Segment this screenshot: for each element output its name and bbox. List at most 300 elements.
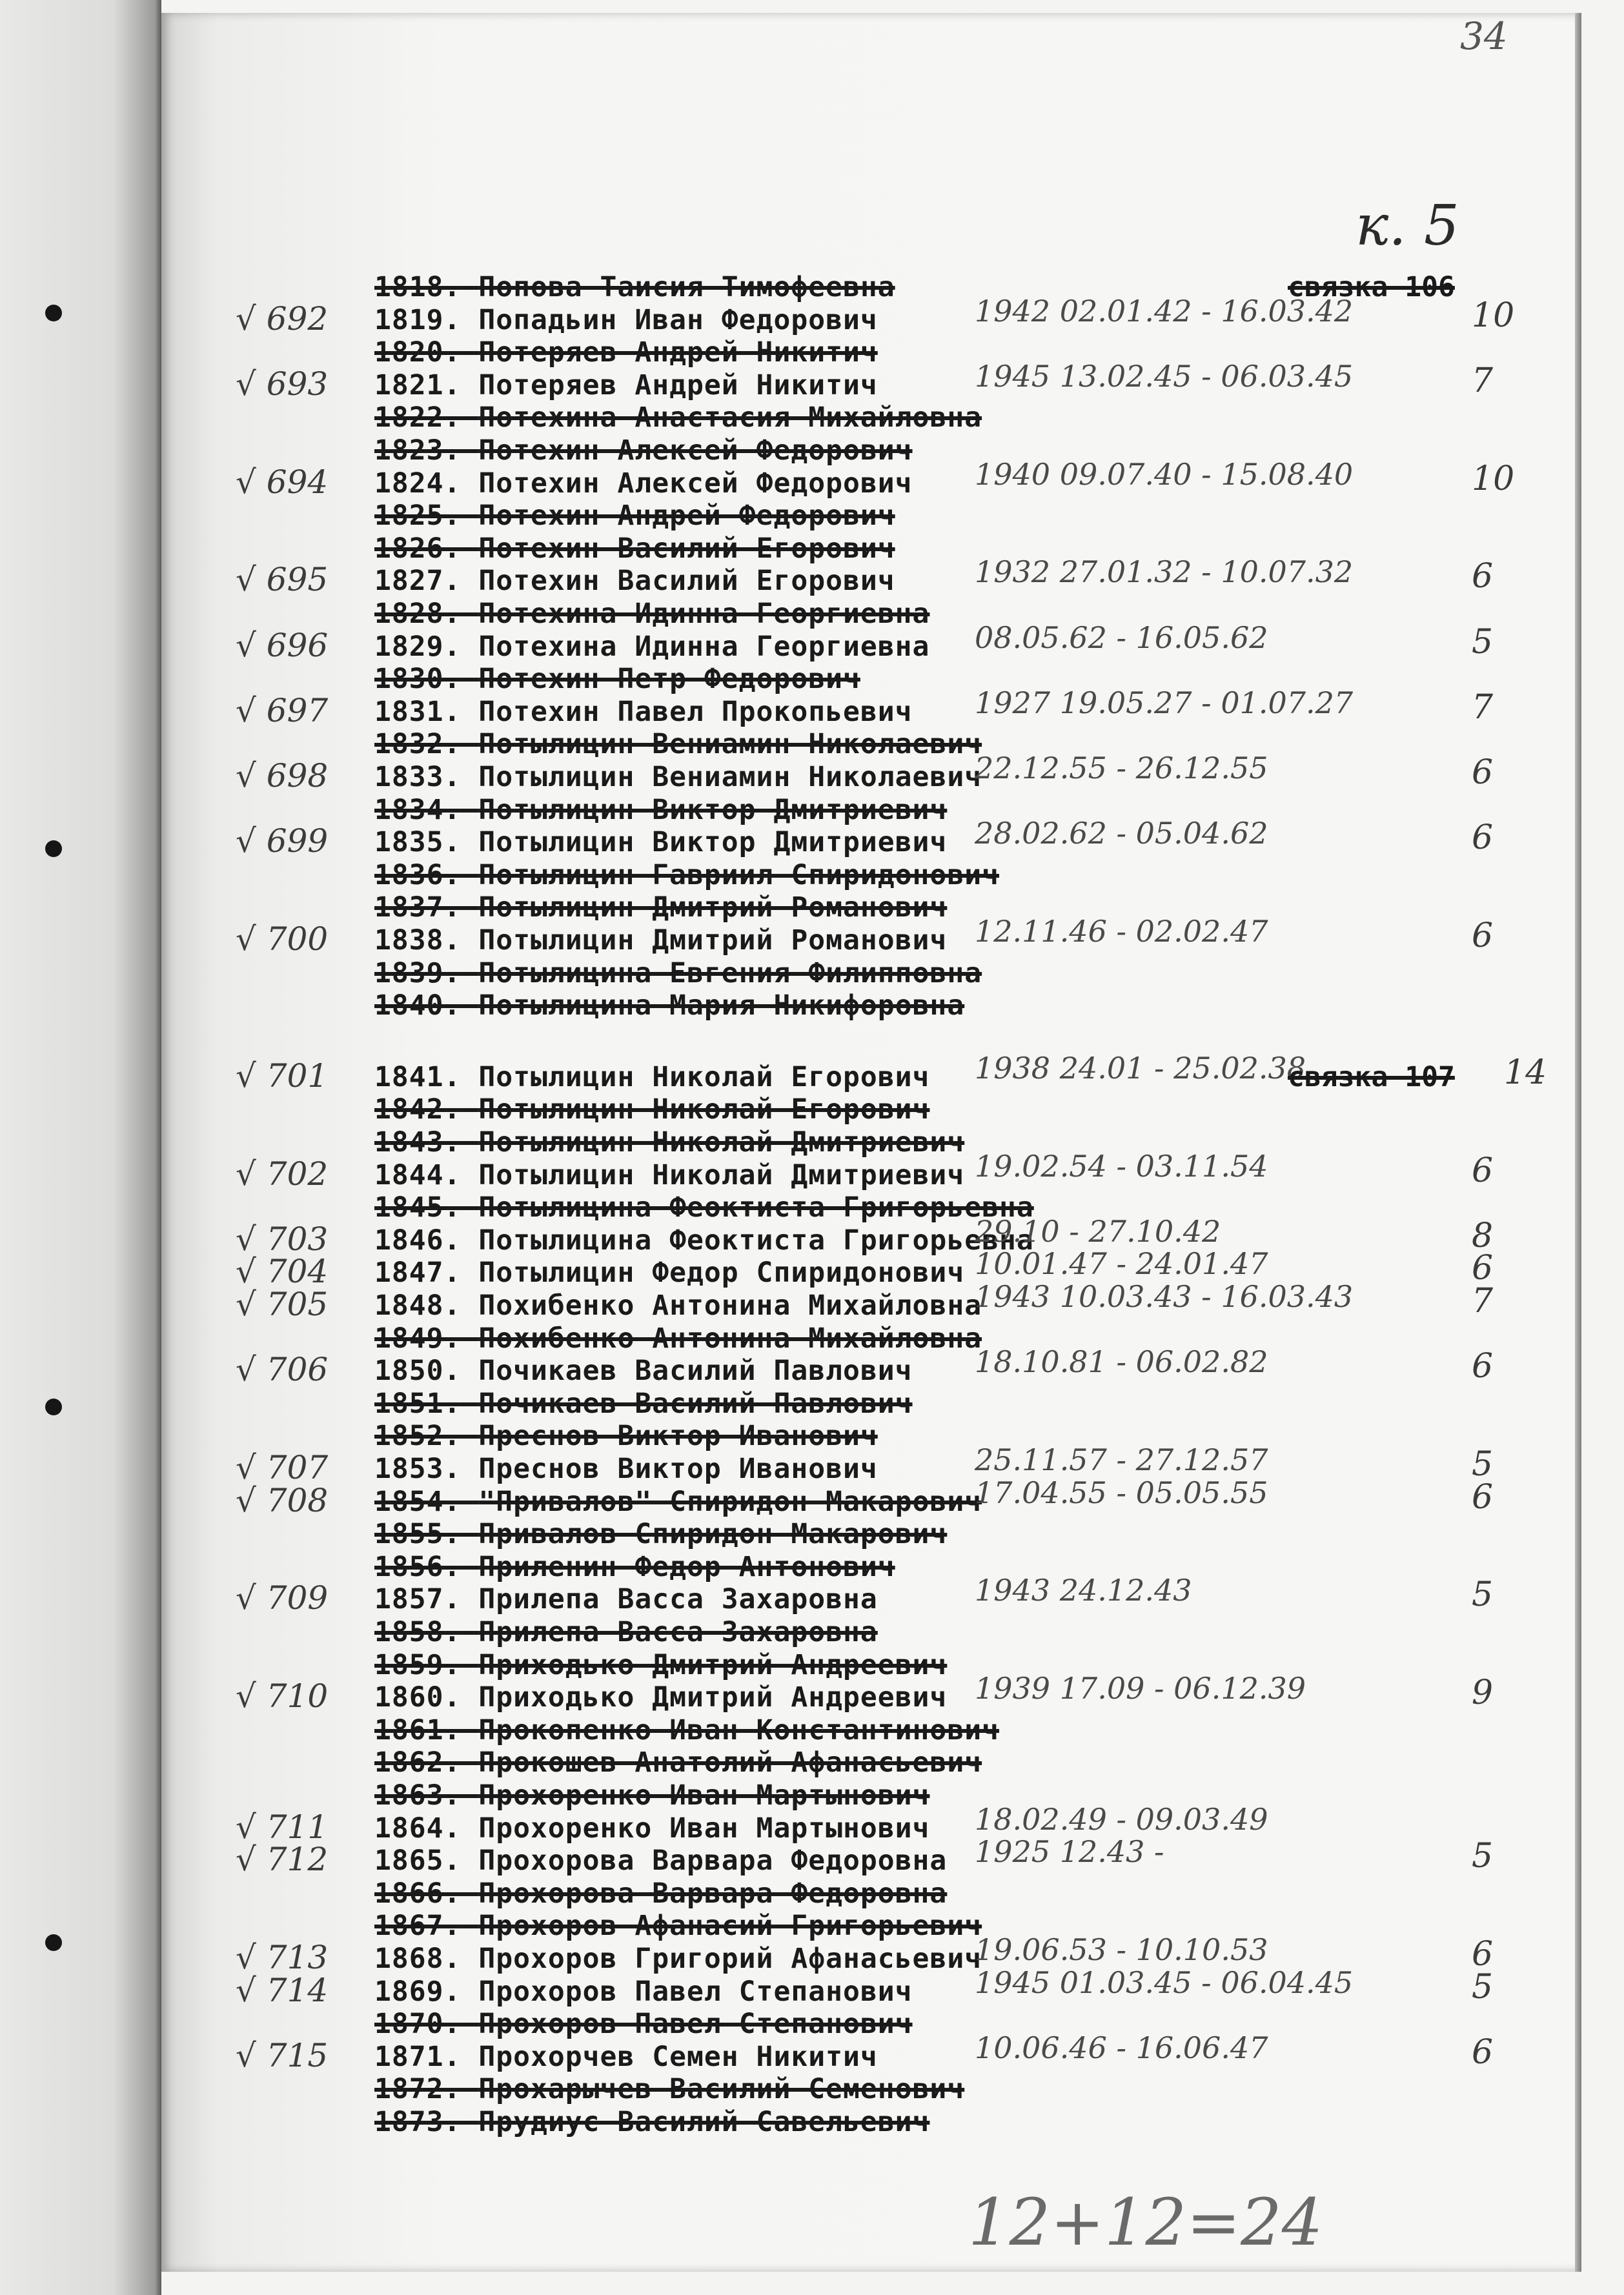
entry-name: Почикаев Василий Павлович	[478, 1355, 913, 1387]
entry-number: 1854.	[374, 1486, 462, 1518]
struck-entry-text	[374, 891, 947, 924]
entry-name: Потехин Андрей Федорович	[478, 500, 895, 532]
handwritten-inventory-mark: √ 710	[236, 1677, 329, 1715]
list-item	[0, 1442, 1624, 1486]
entry-number: 1826.	[374, 532, 462, 565]
entry-name: Потылицина Феоктиста Григорьевна	[478, 1224, 1034, 1257]
list-item	[0, 359, 1624, 403]
entry-number: 1827.	[374, 565, 462, 597]
struck-entry-text	[374, 989, 964, 1022]
list-item	[0, 2106, 1624, 2138]
entry-name: Почикаев Василий Павлович	[478, 1388, 913, 1420]
handwritten-sheet-count: 6	[1472, 1478, 1494, 1517]
entry-number: 1855.	[374, 1518, 462, 1550]
entry-name: Потехин Алексей Федорович	[478, 467, 913, 500]
page-number: 34	[1460, 14, 1508, 58]
handwritten-dates: 29.10 - 27.10.42	[975, 1214, 1221, 1249]
handwritten-inventory-mark: √ 708	[236, 1482, 329, 1519]
entry-text	[374, 1943, 982, 1975]
entry-name: Потехин Петр Федорович	[478, 663, 860, 695]
handwritten-dates: 18.10.81 - 06.02.82	[975, 1344, 1268, 1379]
entry-name: Прохоров Павел Степанович	[478, 2008, 913, 2040]
entry-name: Потехина Анастасия Михайловна	[478, 401, 982, 434]
handwritten-dates: 1945 13.02.45 - 06.03.45	[975, 359, 1354, 394]
struck-entry-text	[374, 2008, 913, 2040]
entry-number: 1866.	[374, 1877, 462, 1910]
handwritten-dates: 19.06.53 - 10.10.53	[975, 1932, 1268, 1967]
handwritten-inventory-mark: √ 697	[236, 692, 329, 729]
list-item	[0, 1246, 1624, 1290]
entry-name: Потылицин Николай Егорович	[478, 1093, 930, 1126]
struck-entry-text	[374, 1551, 895, 1583]
entry-number: 1859.	[374, 1649, 462, 1681]
entry-name: Приходько Дмитрий Андреевич	[478, 1681, 948, 1714]
list-item	[0, 1051, 1624, 1095]
entry-text	[374, 467, 913, 500]
entry-number: 1864.	[374, 1812, 462, 1845]
list-item	[0, 1616, 1624, 1648]
entry-number: 1839.	[374, 957, 462, 989]
entry-number: 1869.	[374, 1976, 462, 2008]
struck-entry-text	[374, 1093, 929, 1126]
entry-text	[374, 924, 947, 956]
handwritten-inventory-mark: √ 707	[236, 1449, 329, 1486]
entry-number: 1873.	[374, 2106, 462, 2138]
handwritten-sheet-count: 6	[1472, 1935, 1494, 1974]
entry-number: 1828.	[374, 598, 462, 630]
handwritten-dates: 28.02.62 - 05.04.62	[975, 816, 1268, 851]
entry-name: Потылицина Евгения Филипповна	[478, 957, 982, 989]
entry-name: Прокопенко Иван Константинович	[478, 1714, 999, 1746]
entry-name: Потехин Павел Прокопьевич	[478, 696, 913, 728]
entry-number: 1851.	[374, 1388, 462, 1420]
entry-name: Попадьин Иван Федорович	[478, 304, 878, 336]
entry-number: 1856.	[374, 1551, 462, 1583]
entry-name: Прилепа Васса Захаровна	[478, 1583, 878, 1615]
handwritten-inventory-mark: √ 694	[236, 463, 329, 501]
entry-name: "Привалов" Спиридон Макарович	[478, 1486, 982, 1518]
entry-name: Потехин Василий Егорович	[478, 565, 895, 597]
entry-name: Прокошев Анатолий Афанасьевич	[478, 1746, 982, 1779]
handwritten-sheet-count: 6	[1472, 818, 1494, 857]
struck-entry-text	[374, 532, 895, 565]
entry-number: 1850.	[374, 1355, 462, 1387]
handwritten-sheet-count: 5	[1472, 1575, 1494, 1614]
handwritten-dates: 1943 10.03.43 - 16.03.43	[975, 1279, 1354, 1314]
entry-number: 1824.	[374, 467, 462, 500]
entry-number: 1842.	[374, 1093, 462, 1126]
entry-name: Потылицин Дмитрий Романович	[478, 924, 948, 956]
handwritten-inventory-mark: √ 696	[236, 627, 329, 664]
handwritten-dates: 22.12.55 - 26.12.55	[975, 751, 1268, 785]
entry-number: 1829.	[374, 631, 462, 663]
entry-name: Прилепа Васса Захаровна	[478, 1616, 878, 1648]
entry-text	[374, 1812, 929, 1845]
handwritten-dates: 08.05.62 - 16.05.62	[975, 620, 1268, 655]
struck-entry-text	[374, 794, 947, 826]
list-item	[0, 1388, 1624, 1420]
entry-name: Прохоренко Иван Мартынович	[478, 1812, 930, 1845]
entry-number: 1860.	[374, 1681, 462, 1714]
entry-name: Прохорова Варвара Федоровна	[478, 1845, 948, 1877]
list-item	[0, 532, 1624, 565]
entry-name: Прохорчев Семен Никитич	[478, 2041, 878, 2073]
handwritten-dates: 10.01.47 - 24.01.47	[975, 1246, 1268, 1281]
entry-number: 1841.	[374, 1061, 462, 1093]
entry-name: Потылицин Николай Дмитриевич	[478, 1159, 965, 1191]
entry-name: Потылицин Вениамин Николаевич	[478, 761, 982, 793]
handwritten-sheet-count: 6	[1472, 753, 1494, 792]
struck-entry-text	[374, 434, 913, 467]
handwritten-sheet-count: 9	[1472, 1673, 1494, 1712]
handwritten-inventory-mark: √ 704	[236, 1253, 329, 1290]
entry-number: 1862.	[374, 1746, 462, 1779]
entry-number: 1840.	[374, 989, 462, 1022]
entry-name: Потехина Идинна Георгиевна	[478, 631, 930, 663]
handwritten-sheet-count: 6	[1472, 916, 1494, 955]
list-item	[0, 1126, 1624, 1158]
entry-name: Привалов Спиридон Макарович	[478, 1518, 948, 1550]
entry-number: 1830.	[374, 663, 462, 695]
entry-name: Попова Таисия Тимофеевна	[478, 271, 895, 303]
entry-name: Потылицин Гавриил Спиридонович	[478, 859, 999, 891]
handwritten-dates: 17.04.55 - 05.05.55	[975, 1475, 1268, 1510]
entry-number: 1832.	[374, 728, 462, 760]
entry-text	[374, 369, 878, 401]
struck-entry-text	[374, 859, 999, 891]
handwritten-dates: 1943 24.12.43	[975, 1573, 1192, 1608]
entry-number: 1861.	[374, 1714, 462, 1746]
list-item	[0, 1932, 1624, 1976]
entry-name: Потылицин Федор Спиридонович	[478, 1257, 965, 1289]
handwritten-sheet-count: 7	[1472, 1282, 1494, 1320]
handwritten-dates: 19.02.54 - 03.11.54	[975, 1149, 1268, 1184]
struck-bundle-label: связка 107	[1288, 1061, 1455, 1093]
entry-text	[374, 696, 913, 728]
handwritten-sheet-count: 7	[1472, 688, 1494, 727]
entry-name: Прохарычев Василий Семенович	[478, 2073, 965, 2105]
list-item	[0, 1279, 1624, 1323]
entry-name: Потылицин Вениамин Николаевич	[478, 728, 982, 760]
list-item	[0, 989, 1624, 1022]
struck-entry-text	[374, 500, 895, 532]
entry-name: Потылицин Виктор Дмитриевич	[478, 826, 948, 858]
list-item	[0, 794, 1624, 826]
handwritten-dates: 1940 09.07.40 - 15.08.40	[975, 457, 1354, 492]
handwritten-dates: 1932 27.01.32 - 10.07.32	[975, 554, 1354, 589]
list-item	[0, 1149, 1624, 1193]
handwritten-sheet-count: 5	[1472, 1445, 1494, 1484]
handwritten-sheet-count: 6	[1472, 1151, 1494, 1190]
handwritten-sheet-count: 8	[1472, 1217, 1494, 1255]
list-item	[0, 1214, 1624, 1258]
page-sum: 12+12=24	[968, 2185, 1323, 2260]
entry-number: 1865.	[374, 1845, 462, 1877]
struck-entry-text	[374, 1486, 982, 1518]
entry-number: 1863.	[374, 1779, 462, 1812]
list-item	[0, 1518, 1624, 1550]
handwritten-dates: 18.02.49 - 09.03.49	[975, 1802, 1268, 1837]
entry-name: Приленин Федор Антонович	[478, 1551, 895, 1583]
entry-number: 1818.	[374, 271, 462, 303]
entry-name: Преснов Виктор Иванович	[478, 1420, 878, 1452]
handwritten-inventory-mark: √ 700	[236, 920, 329, 958]
struck-entry-text	[374, 1746, 982, 1779]
box-label: к. 5	[1355, 194, 1459, 258]
list-item	[0, 1714, 1624, 1746]
entry-name: Прудиус Василий Савельевич	[478, 2106, 930, 2138]
handwritten-sheet-count: 6	[1472, 2033, 1494, 2072]
handwritten-inventory-mark: √ 715	[236, 2037, 329, 2074]
struck-entry-text	[374, 271, 895, 303]
handwritten-inventory-mark: √ 714	[236, 1972, 329, 2009]
entry-number: 1834.	[374, 794, 462, 826]
entry-name: Потехин Алексей Федорович	[478, 434, 913, 467]
handwritten-inventory-mark: √ 711	[236, 1808, 329, 1846]
entry-text	[374, 631, 929, 663]
list-item	[0, 336, 1624, 369]
struck-entry-text	[374, 401, 982, 434]
entry-number: 1847.	[374, 1257, 462, 1289]
entry-number: 1845.	[374, 1191, 462, 1224]
entry-number: 1838.	[374, 924, 462, 956]
list-item	[0, 457, 1624, 501]
entry-text	[374, 1355, 913, 1387]
handwritten-dates: 1945 01.03.45 - 06.04.45	[975, 1965, 1354, 2000]
list-item	[0, 1551, 1624, 1583]
entry-name: Потылицина Мария Никифоровна	[478, 989, 965, 1022]
entry-number: 1858.	[374, 1616, 462, 1648]
struck-entry-text	[374, 598, 929, 630]
handwritten-inventory-mark: √ 703	[236, 1220, 329, 1258]
entry-name: Похибенко Антонина Михайловна	[478, 1322, 982, 1355]
list-item	[0, 914, 1624, 958]
struck-entry-text	[374, 1518, 947, 1550]
entry-number: 1870.	[374, 2008, 462, 2040]
entry-text	[374, 1453, 878, 1485]
handwritten-inventory-mark: √ 705	[236, 1286, 329, 1323]
entry-name: Приходько Дмитрий Андреевич	[478, 1649, 948, 1681]
list-item	[0, 1420, 1624, 1452]
entry-name: Потылицин Виктор Дмитриевич	[478, 794, 948, 826]
handwritten-inventory-mark: √ 699	[236, 822, 329, 860]
entry-text	[374, 1224, 1034, 1257]
struck-entry-text	[374, 1877, 947, 1910]
struck-entry-text	[374, 1420, 878, 1452]
struck-entry-text	[374, 663, 860, 695]
list-item	[0, 620, 1624, 664]
list-item	[0, 1910, 1624, 1942]
entry-name: Прохоренко Иван Мартынович	[478, 1779, 930, 1812]
struck-entry-text	[374, 1649, 947, 1681]
entry-text	[374, 304, 878, 336]
entry-text	[374, 565, 895, 597]
entry-number: 1822.	[374, 401, 462, 434]
handwritten-inventory-mark: √ 695	[236, 561, 329, 598]
list-item	[0, 1965, 1624, 2009]
list-item	[0, 957, 1624, 989]
handwritten-sheet-count: 7	[1472, 361, 1494, 400]
handwritten-dates: 12.11.46 - 02.02.47	[975, 914, 1268, 949]
entry-text	[374, 1681, 947, 1714]
entry-number: 1844.	[374, 1159, 462, 1191]
list-item	[0, 2073, 1624, 2105]
entry-name: Потылицин Николай Егорович	[478, 1061, 930, 1093]
entry-number: 1849.	[374, 1322, 462, 1355]
list-item	[0, 1802, 1624, 1846]
entry-number: 1821.	[374, 369, 462, 401]
entry-number: 1825.	[374, 500, 462, 532]
struck-entry-text	[374, 1388, 913, 1420]
list-item	[0, 1746, 1624, 1779]
list-item	[0, 294, 1624, 338]
list-item	[0, 500, 1624, 532]
handwritten-dates: 1927 19.05.27 - 01.07.27	[975, 685, 1354, 720]
handwritten-inventory-mark: √ 701	[236, 1057, 329, 1095]
entry-text	[374, 826, 947, 858]
list-item	[0, 2008, 1624, 2040]
entry-number: 1852.	[374, 1420, 462, 1452]
list-item	[0, 685, 1624, 729]
list-item	[0, 1475, 1624, 1519]
handwritten-inventory-mark: √ 702	[236, 1155, 329, 1193]
handwritten-inventory-mark: √ 706	[236, 1351, 329, 1388]
entry-name: Преснов Виктор Иванович	[478, 1453, 878, 1485]
list-item	[0, 1671, 1624, 1715]
entry-name: Потылицин Николай Дмитриевич	[478, 1126, 965, 1158]
entry-text	[374, 1257, 964, 1289]
handwritten-sheet-count: 6	[1472, 557, 1494, 596]
entry-text	[374, 761, 982, 793]
list-item	[0, 2030, 1624, 2074]
list-item	[0, 728, 1624, 760]
struck-entry-text	[374, 2073, 964, 2105]
list-item	[0, 1779, 1624, 1812]
handwritten-sheet-count: 5	[1472, 1837, 1494, 1875]
entry-name: Потехин Василий Егорович	[478, 532, 895, 565]
handwritten-sheet-count: 5	[1472, 1968, 1494, 2007]
struck-entry-text	[374, 728, 982, 760]
entry-text	[374, 1061, 929, 1093]
handwritten-sheet-count: 10	[1472, 296, 1515, 335]
entry-number: 1872.	[374, 2073, 462, 2105]
entry-name: Прохоров Григорий Афанасьевич	[478, 1943, 982, 1975]
entry-name: Прохоров Павел Степанович	[478, 1976, 913, 2008]
entry-number: 1868.	[374, 1943, 462, 1975]
handwritten-inventory-mark: √ 698	[236, 757, 329, 794]
handwritten-sheet-count: 6	[1472, 1347, 1494, 1386]
entry-text	[374, 2041, 878, 2073]
entry-number: 1831.	[374, 696, 462, 728]
struck-bundle-label: связка 106	[1288, 271, 1455, 303]
list-item	[0, 1834, 1624, 1878]
list-item	[0, 1322, 1624, 1355]
entry-name: Похибенко Антонина Михайловна	[478, 1289, 982, 1322]
entry-name: Потеряев Андрей Никитич	[478, 369, 878, 401]
handwritten-inventory-mark: √ 693	[236, 365, 329, 403]
struck-entry-text	[374, 1322, 982, 1355]
list-item	[0, 1877, 1624, 1910]
entry-number: 1867.	[374, 1910, 462, 1942]
struck-entry-text	[374, 1126, 964, 1158]
entry-text	[374, 1976, 913, 2008]
entry-name: Потехина Идинна Георгиевна	[478, 598, 930, 630]
entry-text	[374, 1289, 982, 1322]
entry-name: Потылицина Феоктиста Григорьевна	[478, 1191, 1034, 1224]
handwritten-inventory-mark: √ 712	[236, 1841, 329, 1878]
struck-entry-text	[374, 336, 878, 369]
entry-name: Потылицин Дмитрий Романович	[478, 891, 948, 924]
entry-number: 1823.	[374, 434, 462, 467]
struck-entry-text	[374, 1616, 878, 1648]
handwritten-dates: 1925 12.43 -	[975, 1834, 1164, 1869]
list-item	[0, 1344, 1624, 1388]
struck-entry-text	[374, 1714, 999, 1746]
handwritten-inventory-mark: √ 713	[236, 1939, 329, 1976]
entry-number: 1857.	[374, 1583, 462, 1615]
list-item	[0, 434, 1624, 467]
entry-number: 1846.	[374, 1224, 462, 1257]
struck-entry-text	[374, 957, 982, 989]
handwritten-sheet-count: 5	[1472, 623, 1494, 662]
list-item	[0, 401, 1624, 434]
list-item	[0, 1649, 1624, 1681]
handwritten-inventory-mark: √ 692	[236, 300, 329, 338]
handwritten-dates: 10.06.46 - 16.06.47	[975, 2030, 1268, 2065]
entry-number: 1836.	[374, 859, 462, 891]
handwritten-inventory-mark: √ 709	[236, 1579, 329, 1617]
struck-entry-text	[374, 2106, 929, 2138]
entry-number: 1848.	[374, 1289, 462, 1322]
list-item	[0, 891, 1624, 924]
handwritten-dates: 1938 24.01 - 25.02.38	[975, 1051, 1306, 1086]
list-item	[0, 1093, 1624, 1126]
entry-number: 1820.	[374, 336, 462, 369]
entry-number: 1833.	[374, 761, 462, 793]
list-item	[0, 859, 1624, 891]
entry-name: Прохоров Афанасий Григорьевич	[478, 1910, 982, 1942]
handwritten-sheet-count: 10	[1472, 460, 1515, 498]
struck-entry-text	[374, 1191, 1034, 1224]
entry-name: Прохорова Варвара Федоровна	[478, 1877, 948, 1910]
list-item	[0, 663, 1624, 695]
entry-text	[374, 1845, 947, 1877]
entry-number: 1871.	[374, 2041, 462, 2073]
list-item	[0, 816, 1624, 860]
entry-text	[374, 1159, 964, 1191]
entry-number: 1819.	[374, 304, 462, 336]
list-item	[0, 554, 1624, 598]
list-item	[0, 1573, 1624, 1617]
struck-entry-text	[374, 1779, 929, 1812]
handwritten-dates: 1942 02.01.42 - 16.03.42	[975, 294, 1354, 329]
list-item	[0, 1191, 1624, 1224]
handwritten-dates: 25.11.57 - 27.12.57	[975, 1442, 1268, 1477]
entry-text	[374, 1583, 878, 1615]
handwritten-dates: 1939 17.09 - 06.12.39	[975, 1671, 1306, 1706]
handwritten-sheet-count: 6	[1472, 1249, 1494, 1288]
struck-entry-text	[374, 1910, 982, 1942]
entry-number: 1835.	[374, 826, 462, 858]
entry-number: 1837.	[374, 891, 462, 924]
entry-name: Потеряев Андрей Никитич	[478, 336, 878, 369]
entry-number: 1853.	[374, 1453, 462, 1485]
list-item	[0, 598, 1624, 630]
list-item	[0, 271, 1624, 303]
handwritten-sheet-count: 14	[1504, 1053, 1547, 1092]
list-item	[0, 751, 1624, 794]
entry-number: 1843.	[374, 1126, 462, 1158]
